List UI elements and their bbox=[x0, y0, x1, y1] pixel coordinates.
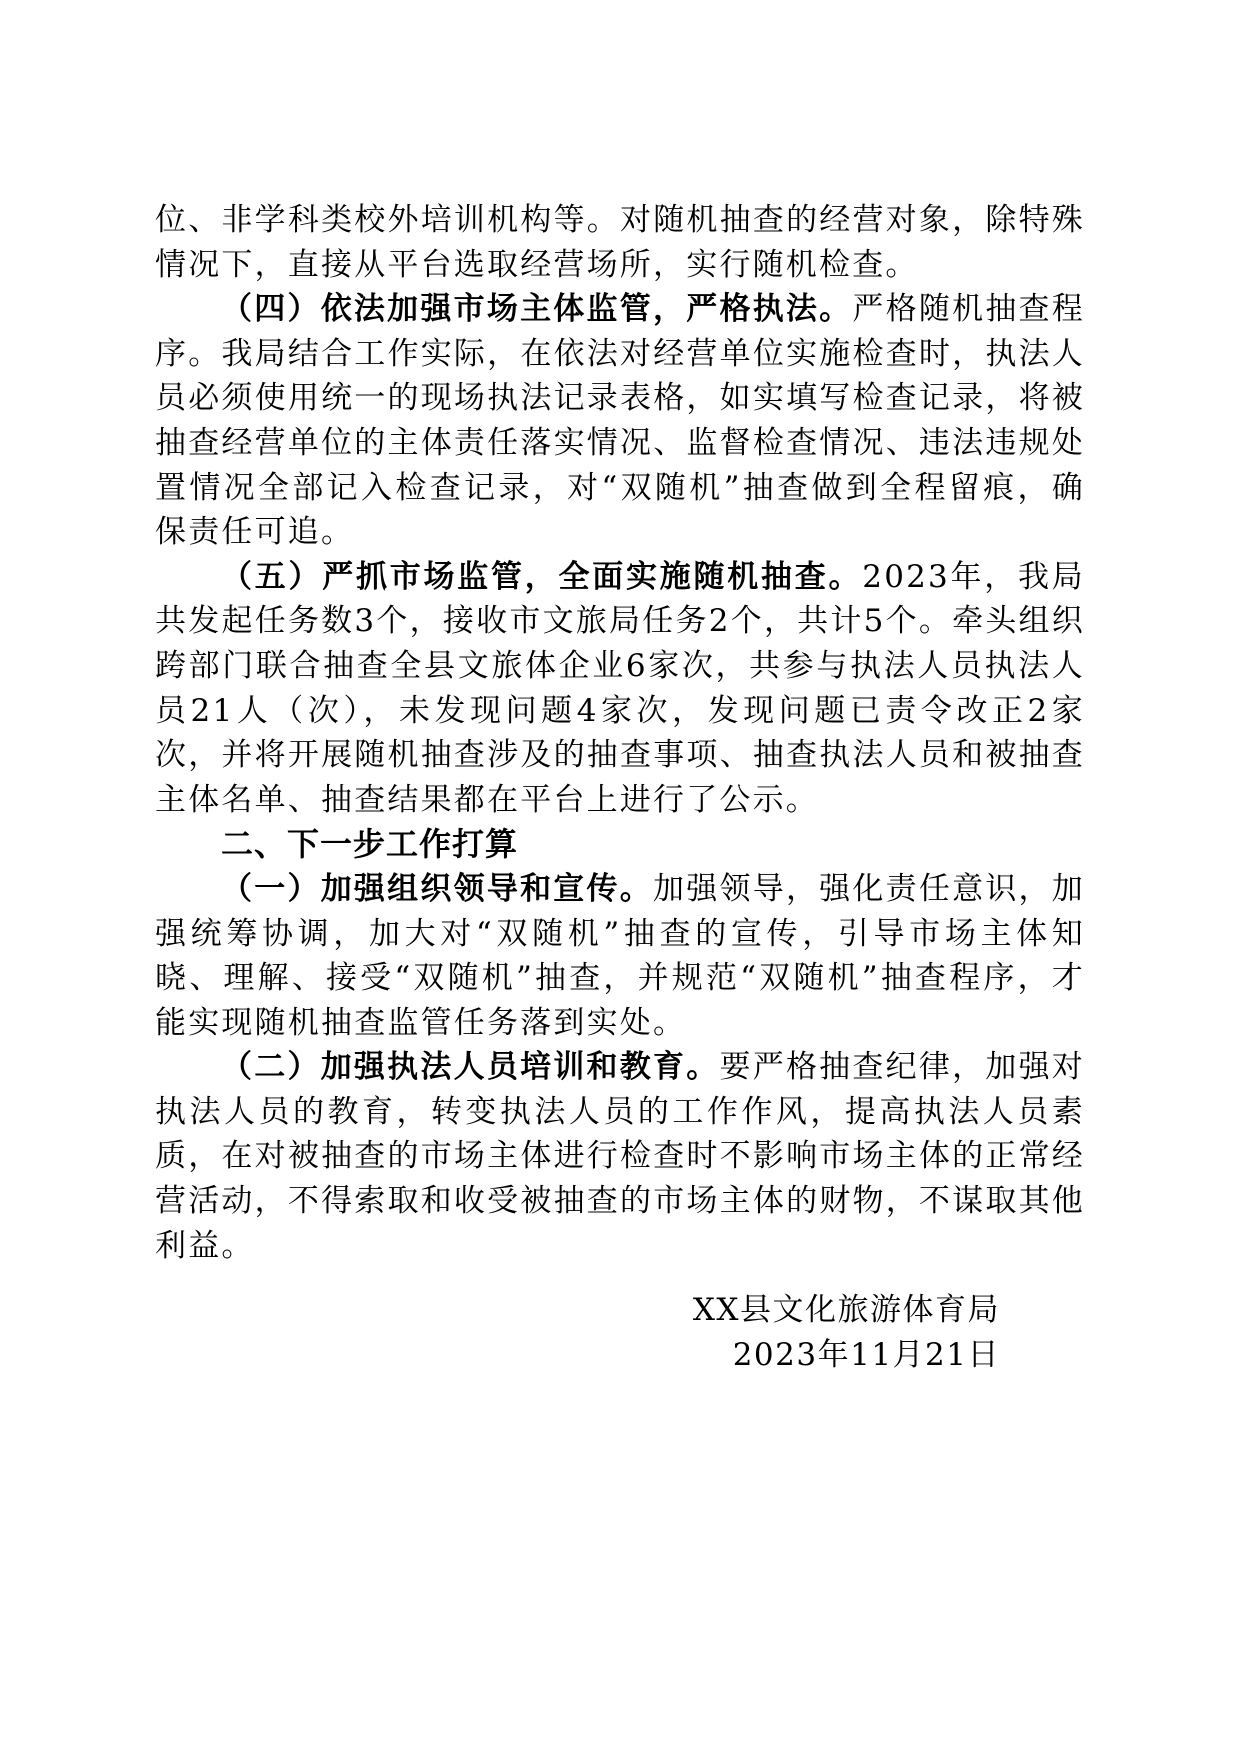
paragraph-section-4 bbox=[155, 287, 1085, 555]
next-1-body: 加强领导，强化责任意识，加强统筹协调，加大对“双随机”抽查的宣传，引导市场主体知晓、理解、接受“双随机”抽查，并规范“双随机”抽查程序，才能实现随机抽查监管任务落到实处。 bbox=[155, 870, 1085, 1041]
paragraph-section-5 bbox=[155, 555, 1085, 823]
signature-block bbox=[440, 1288, 1000, 1378]
document-body bbox=[155, 198, 1085, 1268]
signature-date: 2023年11月21日 bbox=[732, 1337, 1000, 1373]
heading-next-steps: 二、下一步工作打算 bbox=[221, 825, 519, 864]
section-4-body: 严格随机抽查程序。我局结合工作实际，在依法对经营单位实施检查时，执法人员必须使用统一的现场执法记录表格，如实填写检查记录，将被抽查经营单位的主体责任落实情况、监督检查情况、违法违规处置情况全部记入检查记录，对“双随机”抽查做到全程留痕，确保责任可追。 bbox=[155, 291, 1085, 551]
next-2-lead: （二）加强执法人员培训和教育。 bbox=[221, 1049, 720, 1086]
section-4-lead: （四）依法加强市场主体监管，严格执法。 bbox=[221, 291, 853, 328]
paragraph-next-1 bbox=[155, 867, 1085, 1045]
section-5-body: 2023年，我局共发起任务数3个，接收市文旅局任务2个，共计5个。牵头组织跨部门联合抽查全县文旅体企业6家次，共参与执法人员执法人员21人（次），未发现问题4家次，发现问题已责令改正2家次，并将开展随机抽查涉及的抽查事项、抽查执法人员和被抽查主体名单、抽查结果都在平台上进行了公示。 bbox=[155, 558, 1085, 818]
signature-organization: XX县文化旅游体育局 bbox=[692, 1292, 1000, 1328]
paragraph-next-2 bbox=[155, 1045, 1085, 1268]
next-1-lead: （一）加强组织领导和宣传。 bbox=[221, 870, 654, 907]
next-2-body: 要严格抽查纪律，加强对执法人员的教育，转变执法人员的工作作风，提高执法人员素质，在对被抽查的市场主体进行检查时不影响市场主体的正常经营活动，不得索取和收受被抽查的市场主体的财物，不谋取其他利益。 bbox=[155, 1049, 1086, 1264]
section-5-lead: （五）严抓市场监管，全面实施随机抽查。 bbox=[221, 558, 863, 595]
paragraph-continued: 位、非学科类校外培训机构等。对随机抽查的经营对象，除特殊情况下，直接从平台选取经营场所，实行随机检查。 bbox=[155, 202, 1085, 283]
